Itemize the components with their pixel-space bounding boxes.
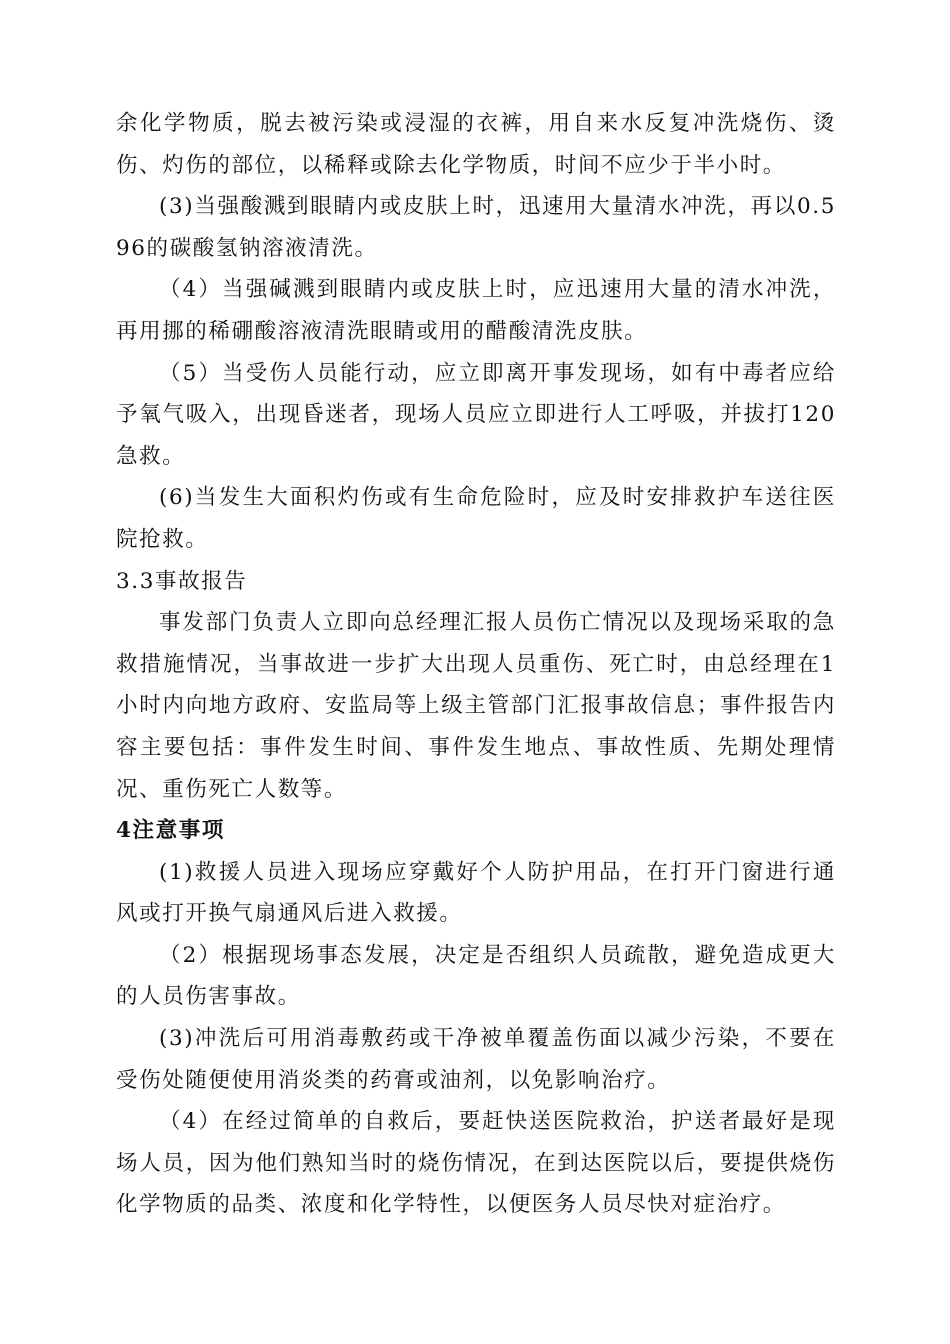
precaution-item-4: （4）在经过简单的自救后，要赶快送医院救治，护送者最好是现场人员，因为他们熟知当时的烧伤情况，在到达医院以后，要提供烧伤化学物质的品类、浓度和化学特性，以便医务人员尽快对症治疗。 [116,1109,836,1218]
precaution-item-2: （2）根据现场事态发展，决定是否组织人员疏散，避免造成更大的人员伤害事故。 [116,942,836,1010]
paragraph-injured-action: （5）当受伤人员能行动，应立即离开事发现场，如有中毒者应给予氧气吸入，出现昏迷者，现场人员应立即进行人工呼吸，并拔打120急救。 [116,360,836,469]
section-heading-accident-report: 3.3事故报告 [116,568,248,594]
paragraph-accident-report: 事发部门负责人立即向总经理汇报人员伤亡情况以及现场采取的急救措施情况，当事故进一步扩大出现人员重伤、死亡时，由总经理在1小时内向地方政府、安监局等上级主管部门汇报事故信息；事件报告内容主要包括：事件发生时间、事件发生地点、事故性质、先期处理情况、重伤死亡人数等。 [116,610,836,802]
paragraph-large-burn: (6)当发生大面积灼伤或有生命危险时，应及时安排救护车送往医院抢救。 [116,485,836,552]
paragraph-strong-alkali: （4）当强碱溅到眼睛内或皮肤上时，应迅速用大量的清水冲洗，再用挪的稀硼酸溶液清洗眼睛或用的醋酸清洗皮肤。 [116,277,836,344]
document-page [116,103,836,1226]
precaution-item-1: (1)救援人员进入现场应穿戴好个人防护用品，在打开门窗进行通风或打开换气扇通风后进入救援。 [116,859,836,927]
paragraph-chemical-removal: 余化学物质，脱去被污染或浸湿的衣裤，用自来水反复冲洗烧伤、烫伤、灼伤的部位，以稀释或除去化学物质，时间不应少于半小时。 [116,111,836,178]
paragraph-strong-acid: (3)当强酸溅到眼睛内或皮肤上时，迅速用大量清水冲洗，再以0.596的碳酸氢钠溶液清洗。 [116,194,836,261]
section-heading-precautions: 4注意事项 [116,818,225,844]
precaution-item-3: (3)冲洗后可用消毒敷药或干净被单覆盖伤面以减少污染，不要在受伤处随便使用消炎类的药膏或油剂，以免影响治疗。 [116,1026,836,1093]
